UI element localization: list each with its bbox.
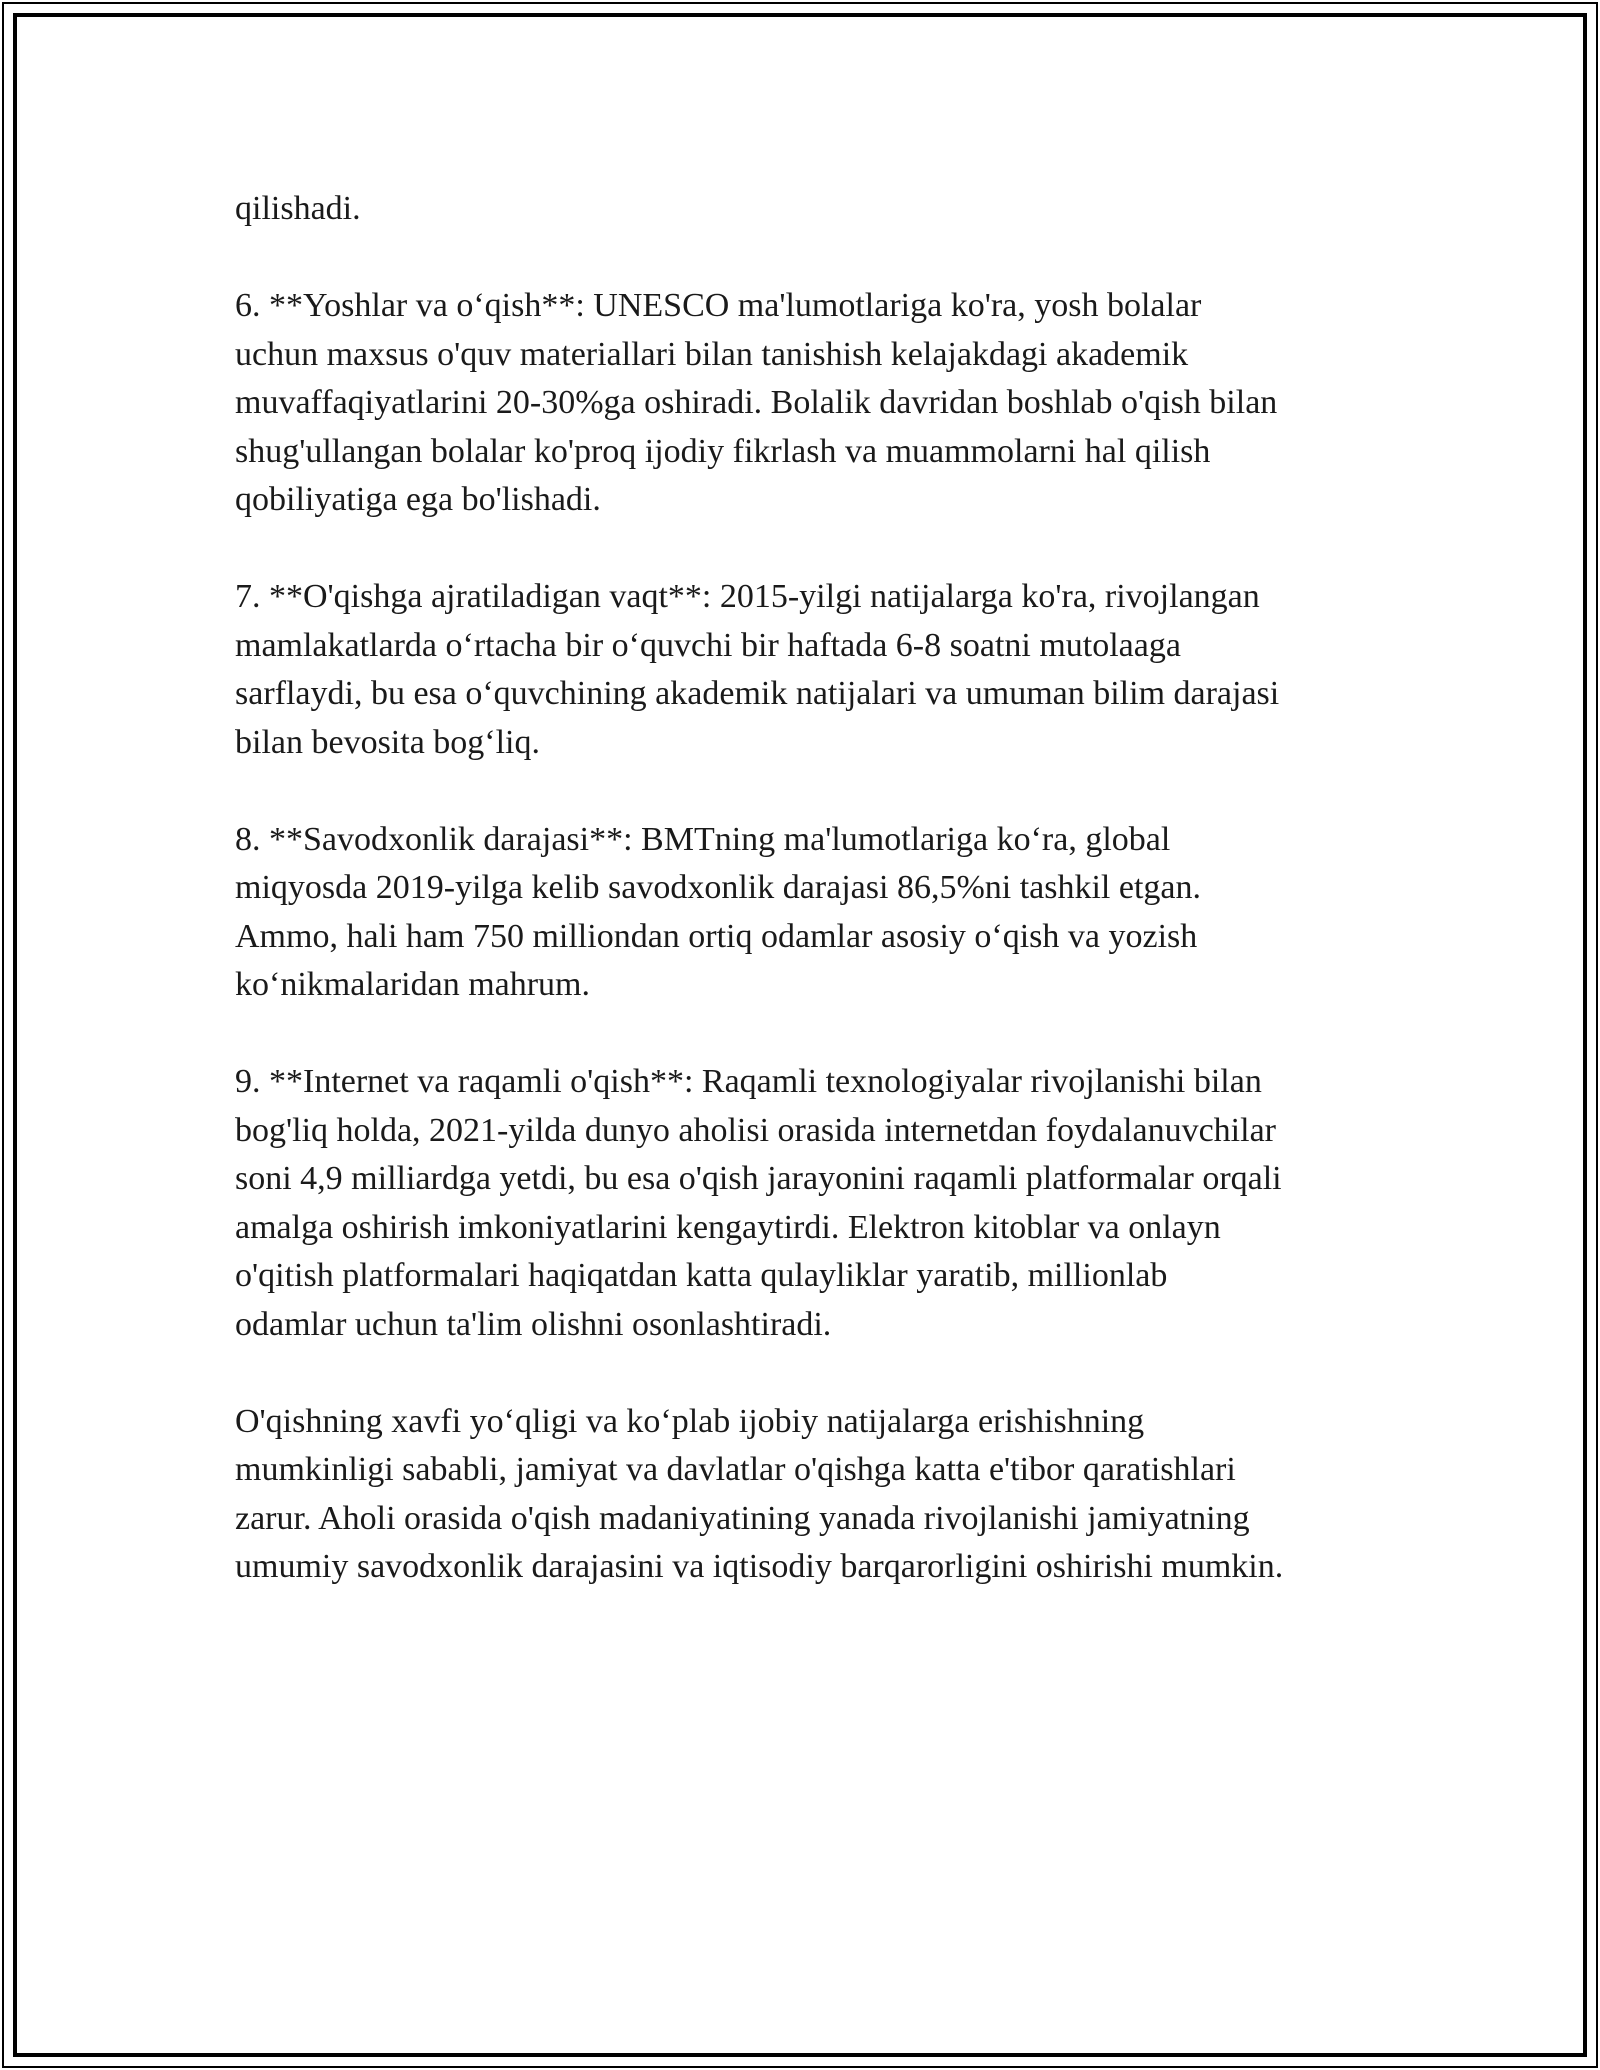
text-line: soni 4,9 milliardga yetdi, bu esa o'qish jarayonini raqamli platformalar orqali bbox=[235, 1160, 1282, 1197]
text-line: amalga oshirish imkoniyatlarini kengaytirdi. Elektron kitoblar va onlayn bbox=[235, 1208, 1221, 1246]
paragraph-item-9-digital-reading bbox=[235, 1058, 1405, 1349]
text-line: qilishadi. bbox=[235, 190, 361, 227]
text-line: uchun maxsus o'quv materiallari bilan tanishish kelajakdagi akademik bbox=[235, 335, 1189, 373]
paragraph-item-8-literacy-rate bbox=[235, 816, 1405, 1010]
document-body bbox=[235, 185, 1405, 1592]
paragraph-continuation bbox=[235, 185, 1405, 234]
text-line: O'qishning xavfi yo‘qligi va ko‘plab ijobiy natijalarga erishishning bbox=[235, 1402, 1145, 1440]
text-line: odamlar uchun ta'lim olishni osonlashtiradi. bbox=[235, 1305, 832, 1343]
text-line: 9. **Internet va raqamli o'qish**: Raqamli texnologiyalar rivojlanishi bilan bbox=[235, 1063, 1262, 1100]
paragraph-conclusion bbox=[235, 1398, 1405, 1592]
paragraph-item-7-reading-time bbox=[235, 573, 1405, 767]
text-line: mamlakatlarda o‘rtacha bir o‘quvchi bir haftada 6-8 soatni mutolaaga bbox=[235, 626, 1181, 664]
text-line: qobiliyatiga ega bo'lishadi. bbox=[235, 481, 601, 518]
text-line: Ammo, hali ham 750 milliondan ortiq odamlar asosiy o‘qish va yozish bbox=[235, 917, 1198, 955]
text-line: bilan bevosita bog‘liq. bbox=[235, 723, 541, 761]
text-line: bog'liq holda, 2021-yilda dunyo aholisi orasida internetdan foydalanuvchilar bbox=[235, 1111, 1276, 1149]
text-line: sarflaydi, bu esa o‘quvchining akademik natijalari va umuman bilim darajasi bbox=[235, 675, 1280, 712]
paragraph-item-6-youth-reading bbox=[235, 282, 1405, 525]
text-line: 7. **O'qishga ajratiladigan vaqt**: 2015-yilgi natijalarga ko'ra, rivojlangan bbox=[235, 578, 1260, 615]
text-line: mumkinligi sababli, jamiyat va davlatlar o'qishga katta e'tibor qaratishlari bbox=[235, 1451, 1236, 1488]
text-line: zarur. Aholi orasida o'qish madaniyatining yanada rivojlanishi jamiyatning bbox=[235, 1499, 1250, 1537]
text-line: shug'ullangan bolalar ko'proq ijodiy fikrlash va muammolarni hal qilish bbox=[235, 432, 1211, 470]
text-line: 8. **Savodxonlik darajasi**: BMTning ma'lumotlariga ko‘ra, global bbox=[235, 820, 1171, 858]
text-line: o'qitish platformalari haqiqatdan katta qulayliklar yaratib, millionlab bbox=[235, 1257, 1168, 1294]
text-line: muvaffaqiyatlarini 20-30%ga oshiradi. Bolalik davridan boshlab o'qish bilan bbox=[235, 384, 1278, 421]
text-line: umumiy savodxonlik darajasini va iqtisodiy barqarorligini oshirishi mumkin. bbox=[235, 1548, 1284, 1585]
text-line: 6. **Yoshlar va o‘qish**: UNESCO ma'lumotlariga ko'ra, yosh bolalar bbox=[235, 287, 1202, 324]
text-line: miqyosda 2019-yilga kelib savodxonlik darajasi 86,5%ni tashkil etgan. bbox=[235, 869, 1201, 906]
text-line: ko‘nikmalaridan mahrum. bbox=[235, 966, 591, 1003]
